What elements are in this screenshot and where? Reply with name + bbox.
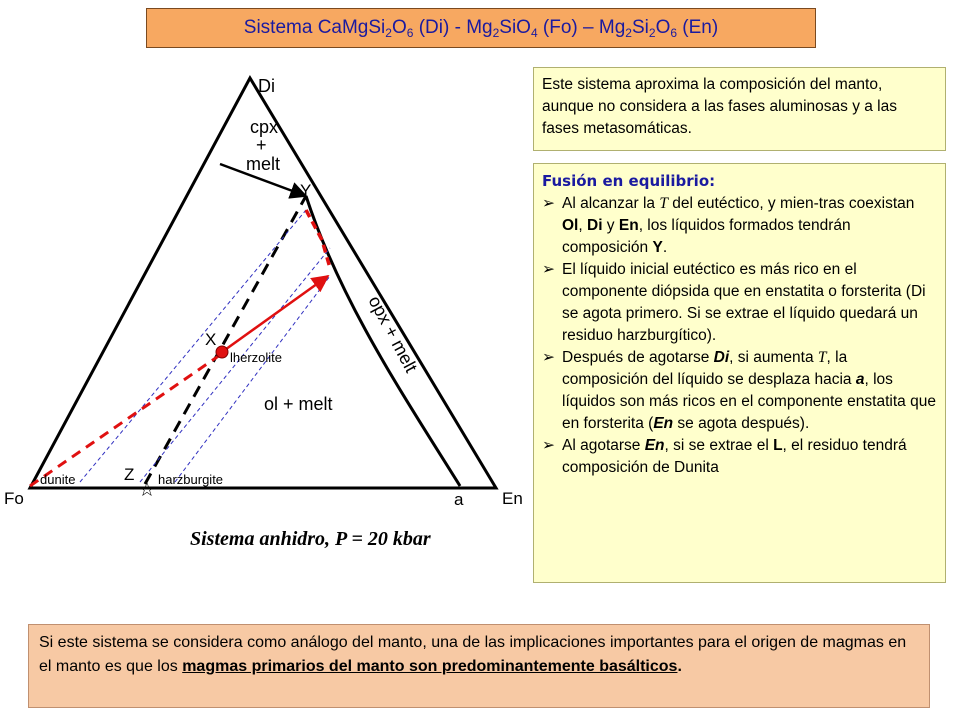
note-box [533,67,946,151]
fusion-heading: Fusión en equilibrio: [542,172,716,190]
diagram-caption: Sistema anhidro, P = 20 kbar [190,528,431,550]
red-dashed-path [306,210,330,268]
field-ol-melt: ol + melt [264,394,333,414]
arrow-bullet-icon: ➢ [542,437,555,454]
star-marker: ☆ [138,477,156,501]
vertex-di: Di [258,76,275,96]
bullet-4: ➢ Al agotarse En, si se extrae el L, el residuo tendrá composición de Dunita [542,437,907,476]
field-plus: + [256,135,267,155]
blue-dashed-3 [175,276,330,482]
label-harzburgite: harzburgite [158,472,224,487]
bottom-box: Si este sistema se considera como análogo del manto, una de las implicaciones importantes para el origen de magmas en el manto es que los magmas primarios del manto son predominantemente basálticos. [28,624,930,708]
arrow-bullet-icon: ➢ [542,261,555,278]
blue-dashed-1 [80,210,306,482]
field-opx-melt: opx + melt [364,292,422,376]
label-lherzolite: lherzolite [230,350,283,365]
field-cpx: cpx [250,117,279,137]
cotectic-curve [306,196,460,486]
blue-dashed-2 [140,248,330,482]
label-dunite: dunite [40,472,76,487]
bullet-3: ➢ Después de agotarse Di, si aumenta T, la composición del líquido se desplaza hacia a, los líquidos son más ricos en el componente enstatita que en forsterita (En se agota después). [542,349,936,432]
bullet-1: ➢ Al alcanzar la T del eutéctico, y mien-tras coexistan Ol, Di y En, los líquidos formados tendrán composición Y. [542,195,915,256]
vertex-en: En [502,489,523,508]
lherzolite-point [216,346,228,358]
field-melt: melt [246,154,281,174]
point-a: a [454,490,464,509]
red-arrow [222,276,328,352]
point-x: X [205,330,217,349]
bullet-2: ➢ El líquido inicial eutéctico es más rico en el componente diópsida que en enstatita o forsterita (Di se agota primero. Si se extrae el líquido quedará un residuo harzburgítico). [542,261,926,344]
arrow-bullet-icon: ➢ [542,195,555,212]
vertex-fo: Fo [4,489,24,508]
fusion-box [533,163,946,583]
arrow-bullet-icon: ➢ [542,349,555,366]
title-text: Sistema $CaMgSi_2O_6$ $(Di) - Mg_2SiO_4$ $(Fo) - Mg_2Si_2O_6$ (En) [243,16,719,40]
point-y: Y [300,181,312,200]
point-z: Z [124,465,135,484]
bottom-emphasis: magmas primarios del manto son predominantemente basálticos [182,658,678,675]
bottom-text: Si este sistema se considera como análogo del manto, una de las implicaciones importantes para el origen de magmas en el manto es que los [39,634,907,675]
note-text: Este sistema aproxima la composición del manto, aunque no considera a las fases aluminosas y a las fases metasomáticas. [542,76,897,137]
